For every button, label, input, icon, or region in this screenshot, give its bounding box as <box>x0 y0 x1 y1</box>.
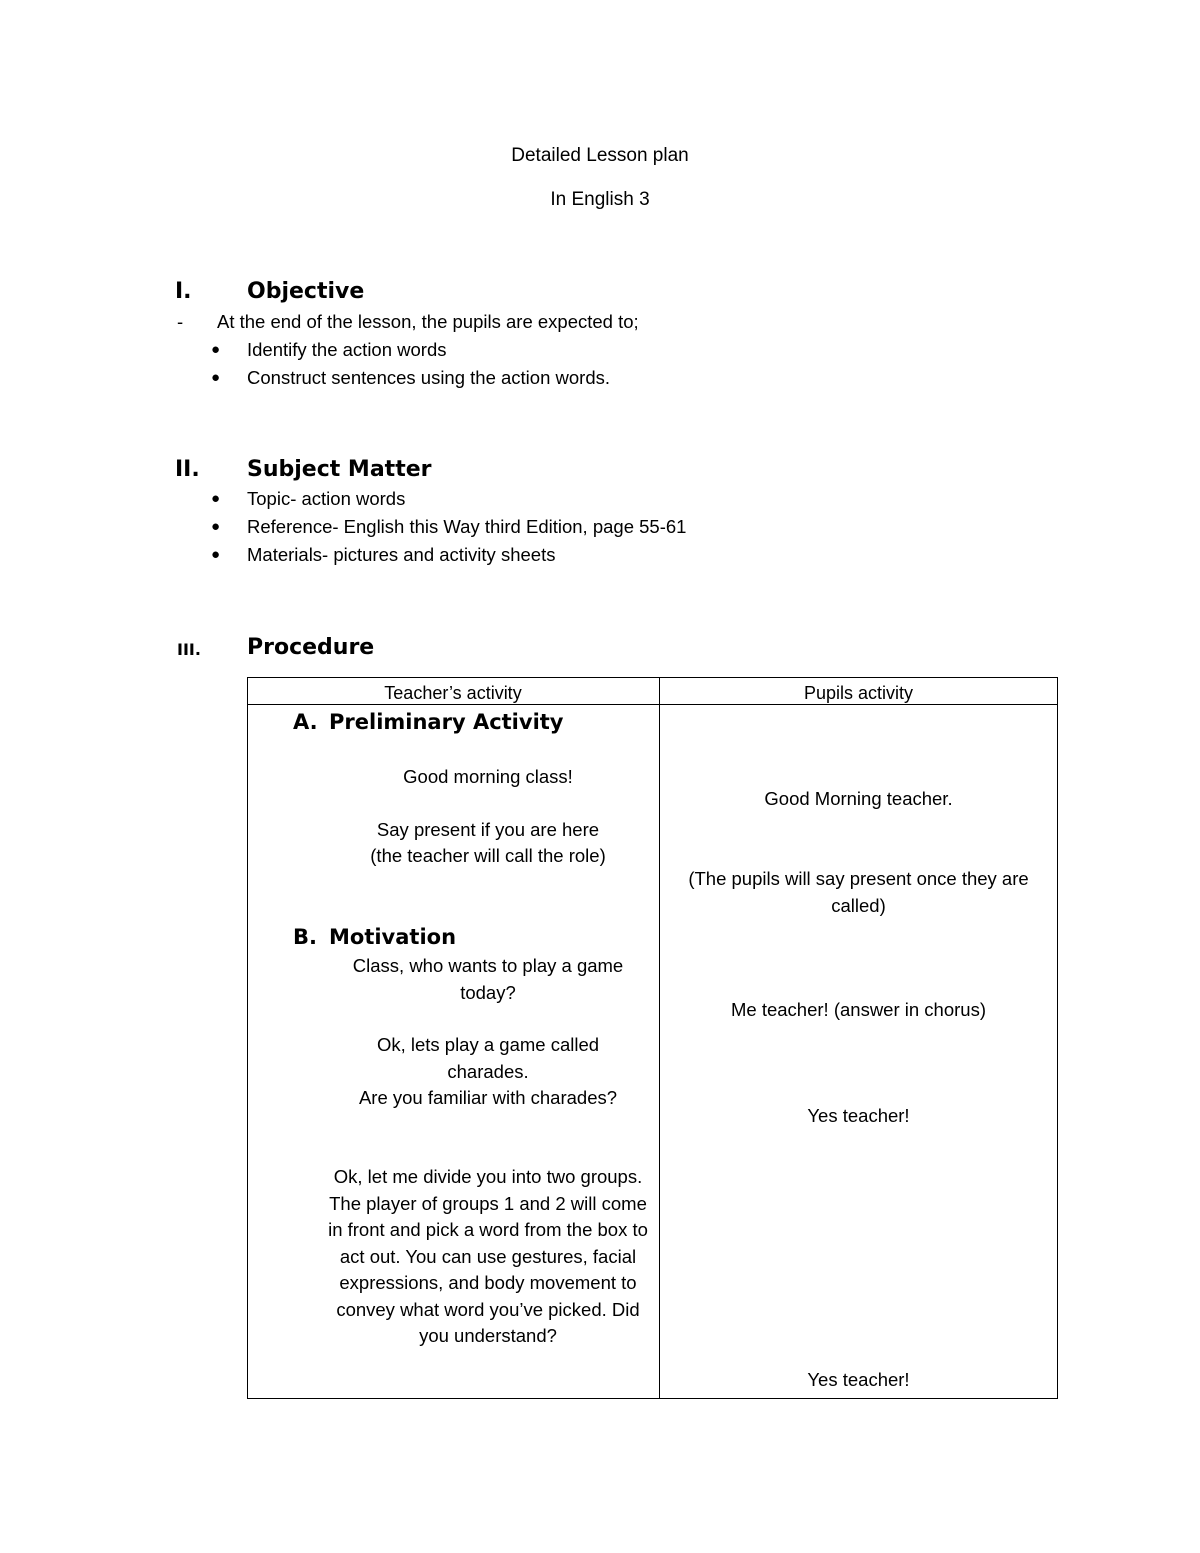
bullet-icon: ● <box>211 490 221 507</box>
teacher-roll-call-note: (the teacher will call the role) <box>370 845 606 866</box>
objective-intro: At the end of the lesson, the pupils are expected to; <box>217 311 639 332</box>
bullet-icon: ● <box>211 341 221 358</box>
objective-item: Identify the action words <box>247 339 447 360</box>
subheading-motivation: Motivation <box>329 925 457 949</box>
bullet-icon: ● <box>211 369 221 386</box>
teacher-greeting: Good morning class! <box>403 766 573 787</box>
subject-item: Reference- English this Way third Edition, page 55-61 <box>247 516 687 537</box>
pupils-understand-reply: Yes teacher! <box>807 1369 910 1390</box>
subject-item: Topic- action words <box>247 488 406 509</box>
subject-item: Materials- pictures and activity sheets <box>247 544 556 565</box>
subheading-preliminary-activity: Preliminary Activity <box>329 710 564 734</box>
document-title: Detailed Lesson plan <box>511 145 689 166</box>
teacher-game-question: Class, who wants to play a game today? <box>352 955 624 1003</box>
bullet-icon: ● <box>211 546 221 563</box>
section-title-objective: Objective <box>247 279 365 304</box>
pupils-familiar-reply: Yes teacher! <box>807 1105 910 1126</box>
section-number: III. <box>177 640 201 659</box>
section-title-procedure: Procedure <box>247 635 375 660</box>
section-number: I. <box>175 279 192 304</box>
teacher-instructions: Ok, let me divide you into two groups. The player of groups 1 and 2 will come in front and pick a word from the box to act out. You can use gestures, facial expressions, and body movement to convey what word you’ve picked. Did you understand? <box>328 1166 648 1346</box>
section-title-subject-matter: Subject Matter <box>247 457 432 482</box>
subheading-letter: B. <box>293 925 317 949</box>
pupils-game-reply: Me teacher! (answer in chorus) <box>731 999 986 1020</box>
section-number: II. <box>175 457 200 482</box>
subheading-letter: A. <box>293 710 318 734</box>
objective-item: Construct sentences using the action words. <box>247 367 610 388</box>
teacher-charades-intro: Ok, lets play a game called charades. <box>376 1034 600 1082</box>
teacher-charades-question: Are you familiar with charades? <box>358 1087 618 1108</box>
bullet-icon: ● <box>211 518 221 535</box>
document-subtitle: In English 3 <box>550 189 650 210</box>
teacher-present-prompt: Say present if you are here <box>376 819 600 840</box>
table-header-pupils: Pupils activity <box>803 683 914 703</box>
dash-marker: - <box>177 311 184 332</box>
pupils-greeting-reply: Good Morning teacher. <box>764 788 953 809</box>
table-header-teacher: Teacher’s activity <box>384 683 522 703</box>
pupils-present-reply: (The pupils will say present once they are called) <box>688 868 1029 916</box>
